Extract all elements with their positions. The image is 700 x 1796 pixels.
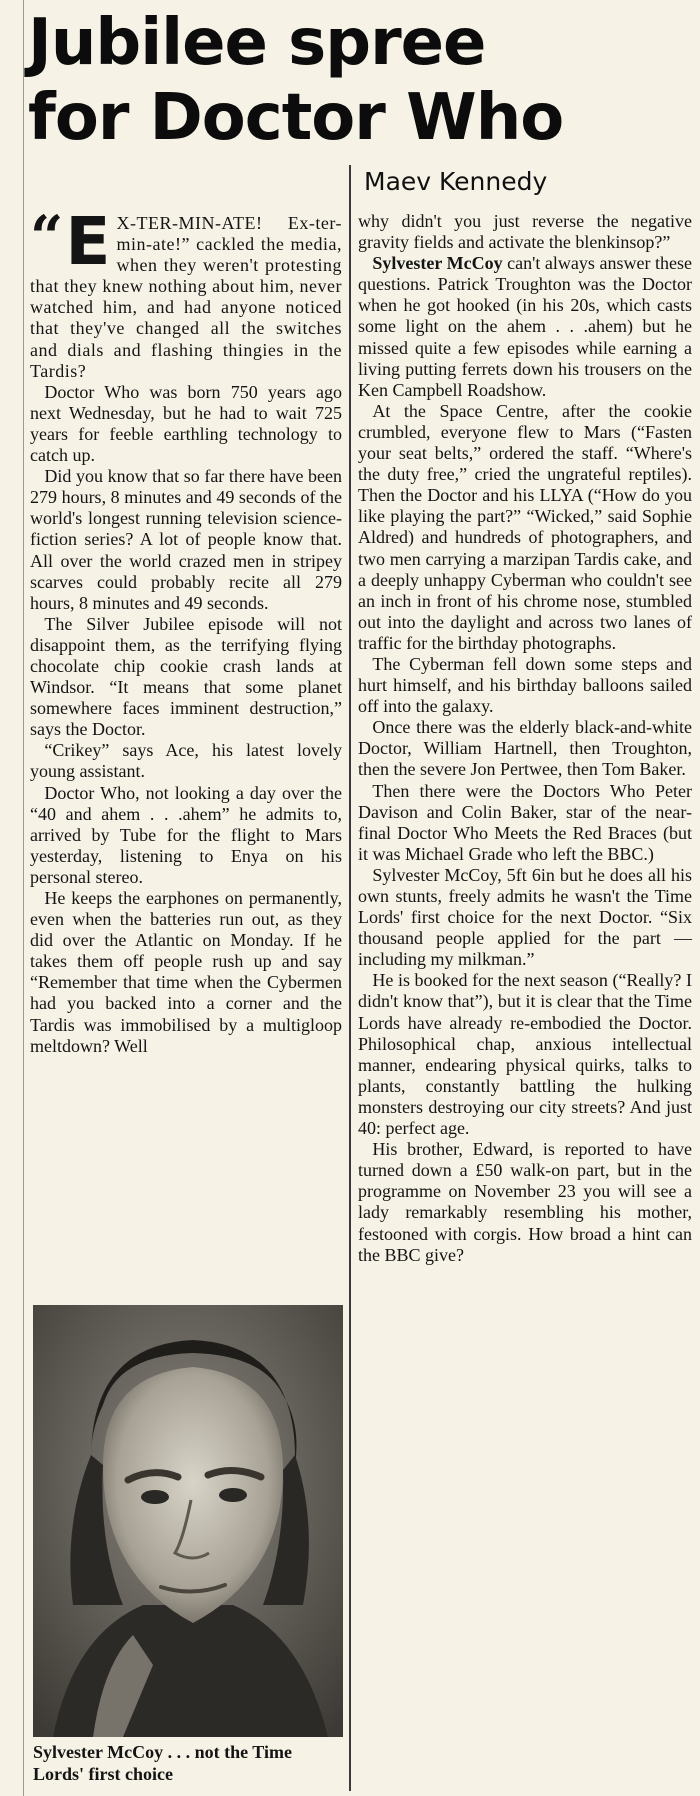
paragraph: why didn't you just reverse the negative gravity fields and activate the blenkinsop?” [358,211,692,253]
paragraph: The Cyberman fell down some steps and hurt himself, and his birthday balloons sailed off into the galaxy. [358,653,692,717]
paragraph: At the Space Centre, after the cookie crumbled, everyone flew to Mars (“Fasten your seat belts,” ordered the staff. “Where's the duty free,” cried the ungrateful reptiles). Then the Doctor and his LLYA (“How do you like playing the part?” “Wicked,” said Sophie Aldred) and hundreds of photographers, and two men carrying a marzipan Tardis cake, and a deeply unhappy Cyberman who couldn't see an inch in front of his chrome nose, stumbled out into the daylight and across two lanes of traffic for the birthday photographs. [358,400,692,653]
left-edge-rule [23,0,24,1796]
portrait-photo [33,1305,343,1737]
name-highlight: Sylvester McCoy [372,253,503,274]
paragraph [358,253,692,401]
column-rule [349,165,351,1791]
paragraph: Doctor Who was born 750 years ago next Wednesday, but he had to wait 725 years for feeble earthling technology to catch up. [30,381,342,466]
paragraph: The Silver Jubilee episode will not disappoint them, as the terrifying flying chocolate chip cookie crash lands at Windsor. “It means that some planet somewhere faces imminent destruction,” says the Doctor. [30,613,342,740]
drop-cap: E [65,203,111,280]
lead-text: X-TER-MIN-ATE! Ex-ter-min-ate!” cackled the media, when they weren't protesting that they knew nothing about him, never watched him, and had anyone noticed that they've changed all the switches and dials and flashing thingies in the Tardis? [30,213,342,381]
headline-line-1: Jubilee spree [28,6,486,80]
paragraph: Then there were the Doctors Who Peter Davison and Colin Baker, star of the near-final Doctor Who Meets the Red Braces (but it was Michael Grade who left the BBC.) [358,780,692,864]
paragraph-text: can't always answer these questions. Patrick Troughton was the Doctor when he got hooked (in his 20s, which casts some light on the ahem . . .ahem) but he missed quite a few episodes while earning a living putting ferrets down his trousers on the Ken Campbell Roadshow. [358,253,692,400]
paragraph: Sylvester McCoy, 5ft 6in but he does all his own stunts, freely admits he wasn't the Time Lords' first choice for the next Doctor. “Six thousand people applied for the part — including my milkman.” [358,864,692,970]
opening-quote-mark: “ [30,203,64,271]
byline: Maev Kennedy [364,167,548,196]
paragraph: Did you know that so far there have been 279 hours, 8 minutes and 49 seconds of the world's longest running television science-fiction series? A lot of people know that. All over the world crazed men in stripey scarves could probably recite all 279 hours, 8 minutes and 49 seconds. [30,466,342,613]
article-column-1 [30,203,342,1057]
paragraph: His brother, Edward, is reported to have turned down a £50 walk-on part, but in the programme on November 23 you will see a lady remarkably resembling his mother, festooned with corgis. How broad a hint can the BBC give? [358,1139,692,1265]
paragraph: Doctor Who, not looking a day over the “40 and ahem . . .ahem” he admits to, arrived by Tube for the flight to Mars yesterday, listening to Enya on his personal stereo. [30,782,342,887]
headline [28,6,688,156]
paragraph: Once there was the elderly black-and-white Doctor, William Hartnell, then Troughton, then the severe Jon Pertwee, then Tom Baker. [358,717,692,780]
photo-caption: Sylvester McCoy . . . not the Time Lords' first choice [33,1742,292,1784]
paragraph: “Crikey” says Ace, his latest lovely young assistant. [30,740,342,782]
paragraph: He keeps the earphones on permanently, even when the batteries run out, as they did over the Atlantic on Monday. If he takes them off people rush up and say “Remember that time when the Cybermen had you backed into a corner and the Tardis was immobilised by a multigloop meltdown? Well [30,888,342,1056]
paragraph: He is booked for the next season (“Really? I didn't know that”), but it is clear that the Time Lords have already re-embodied the Doctor. Philosophical chap, anxious intellectual manner, endearing physical quirks, talks to plants, constantly battling the hulking monsters destroying our city streets? And just 40: perfect age. [358,970,692,1139]
headline-line-2: for Doctor Who [28,81,564,155]
lead-paragraph [30,203,342,382]
article-column-2 [358,211,692,1266]
portrait-illustration [33,1305,343,1737]
